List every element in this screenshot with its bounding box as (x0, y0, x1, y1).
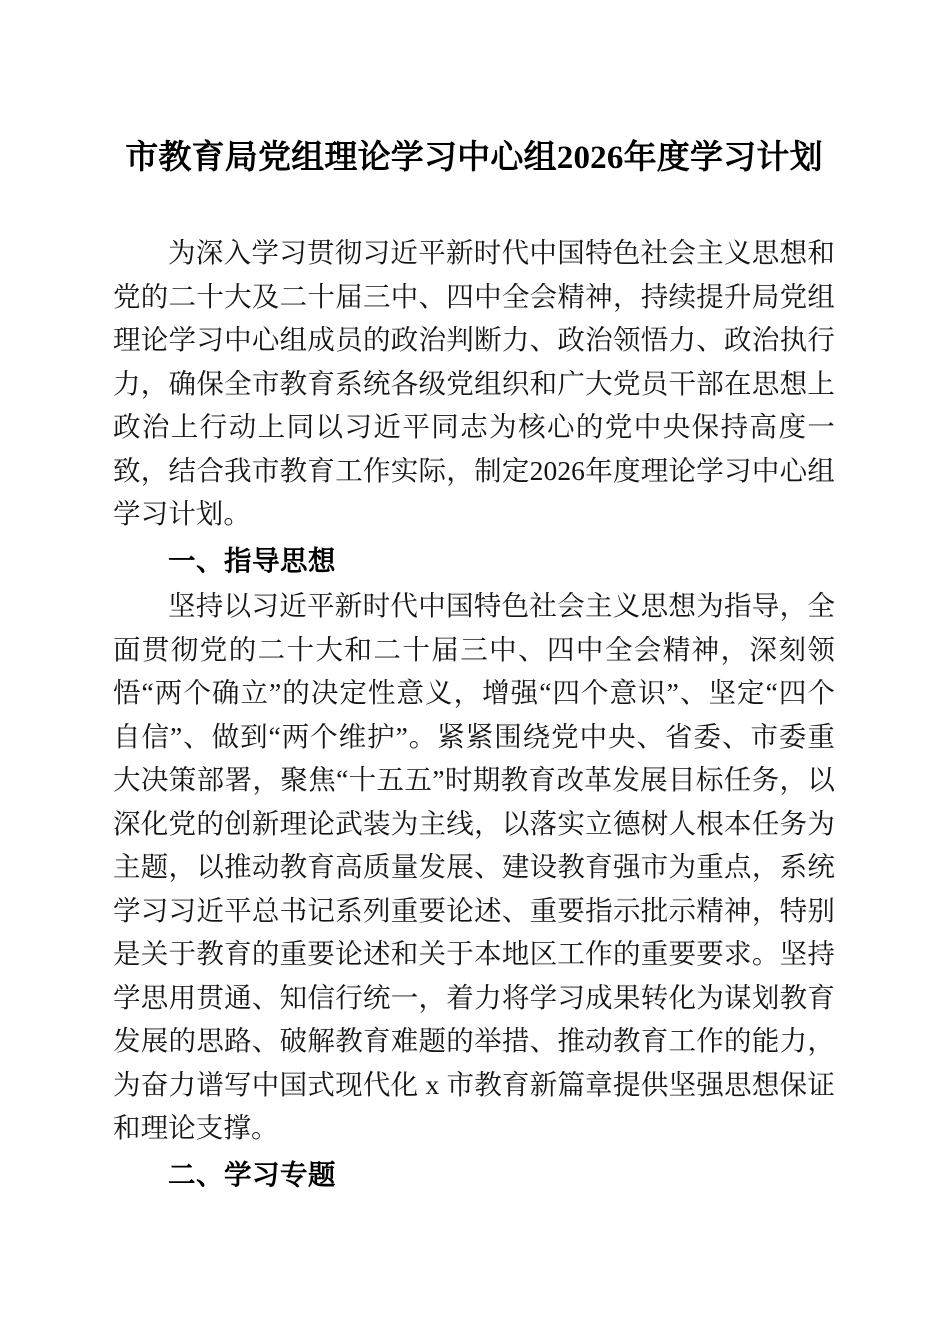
section-heading-study-topics: 二、学习专题 (168, 1158, 336, 1190)
document-content (113, 0, 835, 1196)
section-heading-guiding-ideology: 一、指导思想 (168, 544, 336, 576)
page-title-text: 市教育局党组理论学习中心组2026年度学习计划 (125, 140, 823, 176)
paragraph-intro: 为深入学习贯彻习近平新时代中国特色社会主义思想和党的二十大及二十届三中、四中全会精神，持续提升局党组理论学习中心组成员的政治判断力、政治领悟力、政治执行力，确保全市教育系统各级党组织和广大党员干部在思想上政治上行动上同以习近平同志为核心的党中央保持高度一致，结合我市教育工作实际，制定2026年度理论学习中心组学习计划。 (113, 237, 835, 529)
page-title (113, 0, 835, 184)
paragraph-guiding-ideology: 坚持以习近平新时代中国特色社会主义思想为指导，全面贯彻党的二十大和二十届三中、四中全会精神，深刻领悟“两个确立”的决定性意义，增强“四个意识”、坚定“四个自信”、做到“两个维护”。紧紧围绕党中央、省委、市委重大决策部署，聚焦“十五五”时期教育改革发展目标任务，以深化党的创新理论武装为主线，以落实立德树人根本任务为主题，以推动教育高质量发展、建设教育强市为重点，系统学习习近平总书记系列重要论述、重要指示批示精神，特别是关于教育的重要论述和关于本地区工作的重要要求。坚持学思用贯通、知信行统一，着力将学习成果转化为谋划教育发展的思路、破解教育难题的举措、推动教育工作的能力，为奋力谱写中国式现代化 x 市教育新篇章提供坚强思想保证和理论支撑。 (113, 590, 835, 1143)
